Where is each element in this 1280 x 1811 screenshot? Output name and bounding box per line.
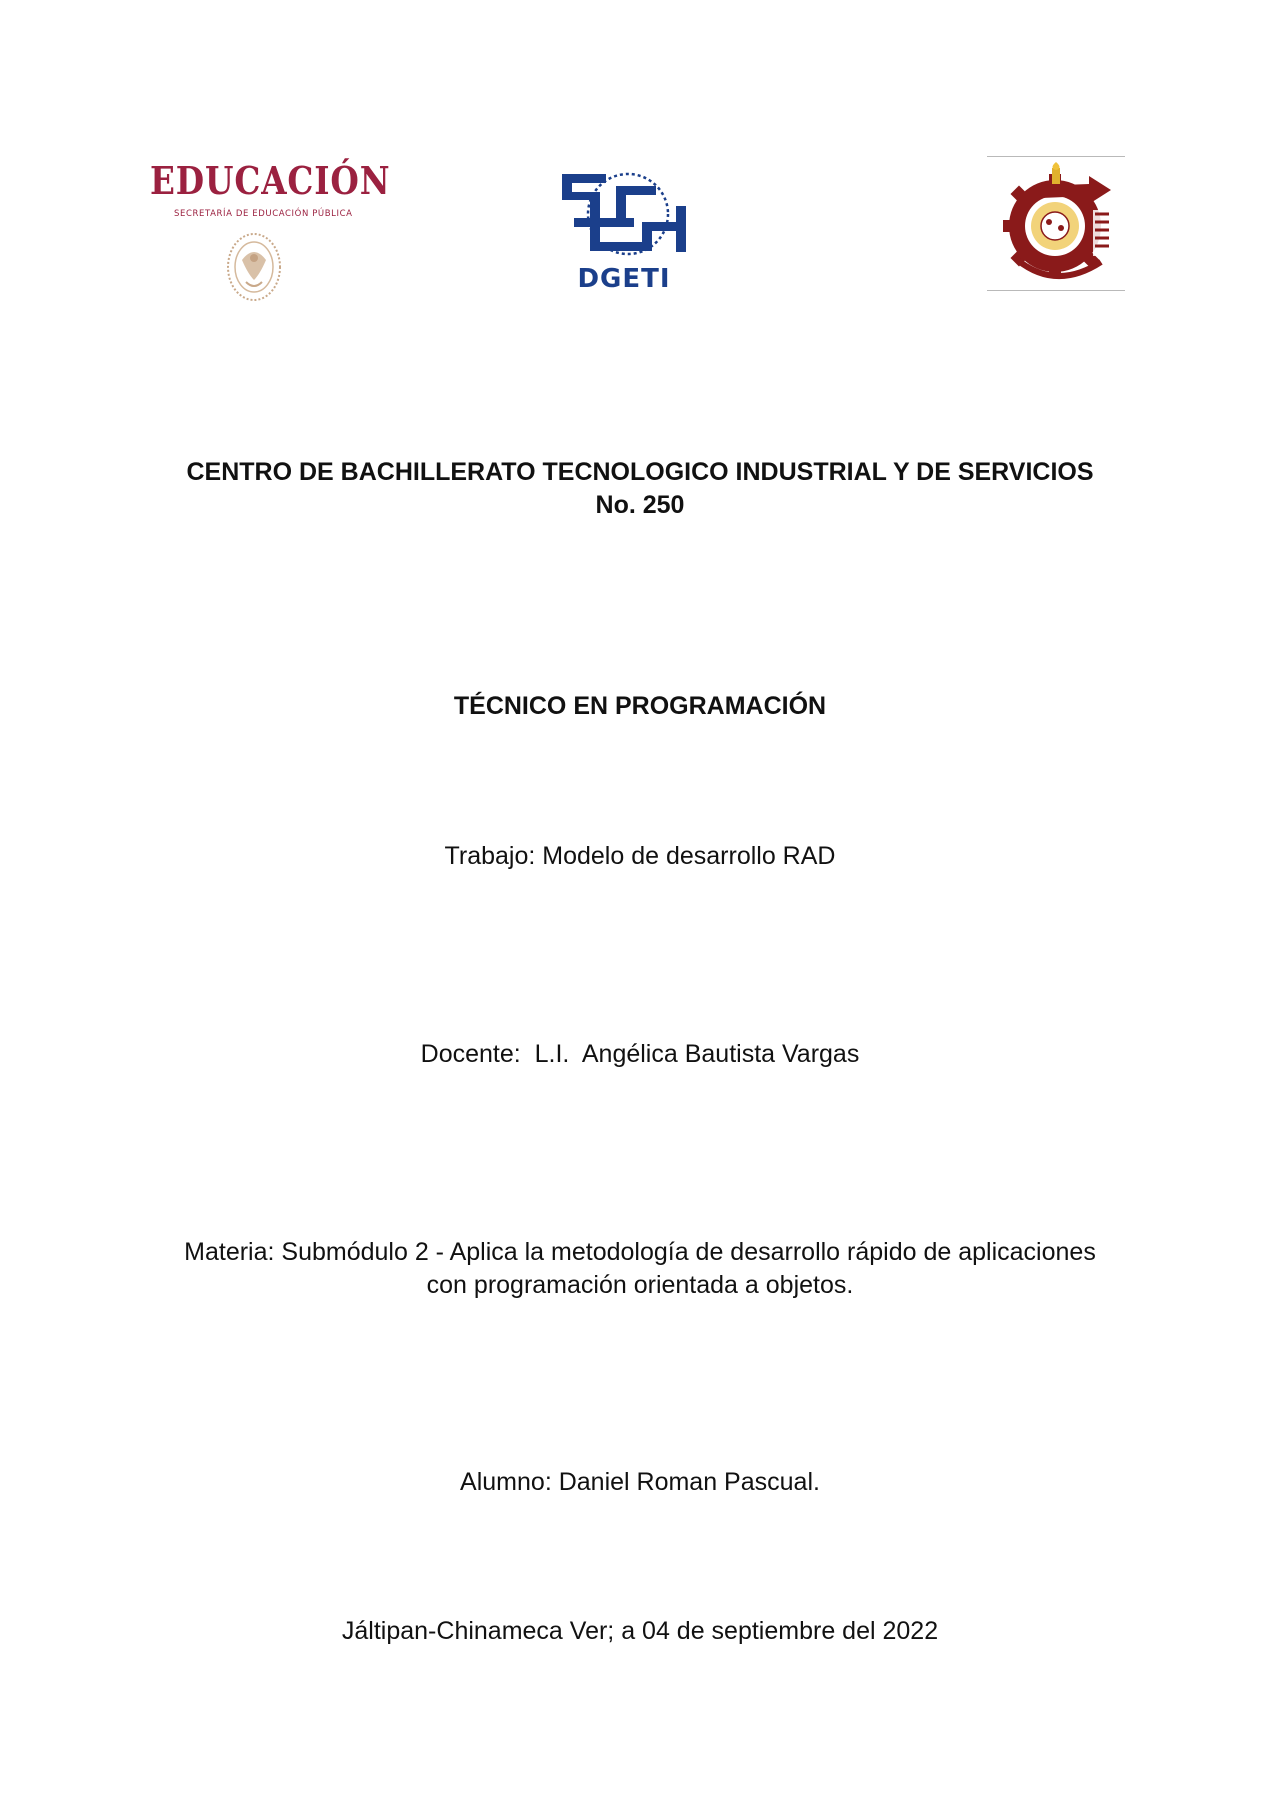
cbtis-250-logo [987,154,1125,292]
subject-line-1: Materia: Submódulo 2 - Aplica la metodología de desarrollo rápido de aplicaciones [184,1238,1096,1266]
educacion-logo-title: EDUCACIÓN [150,158,391,203]
institution-name-line-1: CENTRO DE BACHILLERATO TECNOLOGICO INDUSTRIAL Y DE SERVICIOS [186,458,1094,486]
dgeti-logo-name: DGETI [577,264,671,294]
cbtis-logo-top-rule [987,156,1125,157]
work-title: Trabajo: Modelo de desarrollo RAD [444,842,836,870]
dgeti-logo [560,166,688,294]
national-seal-icon [224,230,284,304]
teacher-name: Docente: L.I. Angélica Bautista Vargas [420,1040,860,1068]
institution-name-line-2: No. 250 [595,491,685,519]
subject-description [120,1236,1160,1302]
cbtis-logo-bottom-rule [987,290,1125,291]
place-and-date: Jáltipan-Chinameca Ver; a 04 de septiembre del 2022 [341,1617,939,1645]
subject-line-2: con programación orientada a objetos. [426,1271,854,1299]
dgeti-emblem-icon [560,166,688,264]
career-title: TÉCNICO EN PROGRAMACIÓN [453,692,827,720]
educacion-logo-subtitle: SECRETARÍA DE EDUCACIÓN PÚBLICA [174,209,353,219]
cbtis-gear-emblem-icon [997,162,1119,286]
institution-name [120,456,1160,522]
educacion-logo [150,158,391,308]
student-name: Alumno: Daniel Roman Pascual. [460,1468,820,1496]
